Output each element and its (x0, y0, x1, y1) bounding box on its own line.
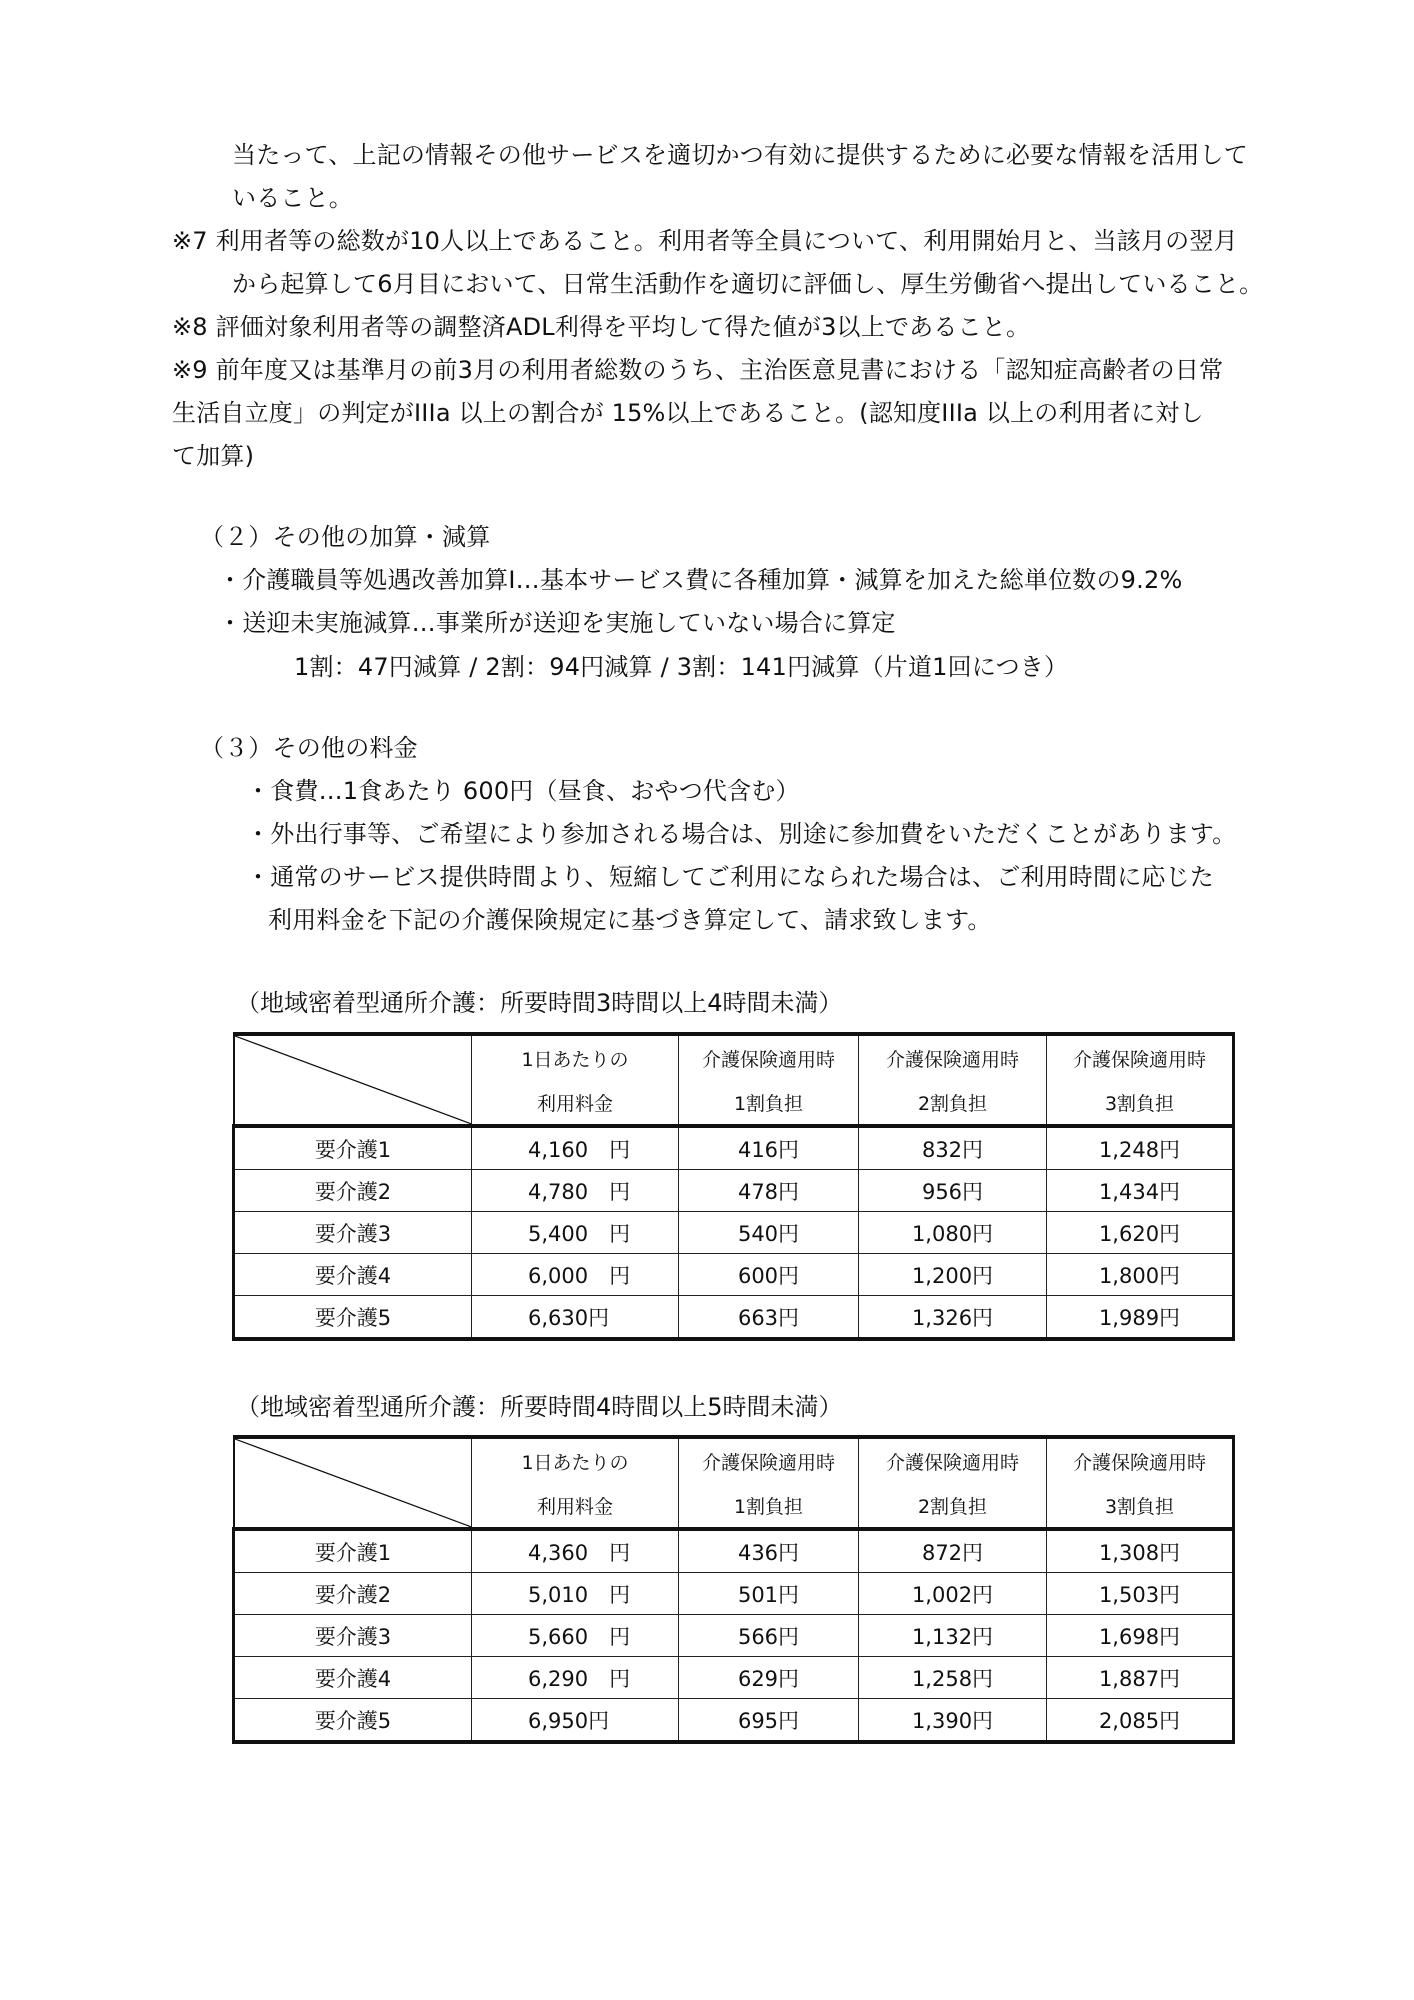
header-daily-fee: 1日あたりの (472, 1437, 679, 1483)
header-3-wari: 介護保険適用時 (1047, 1034, 1234, 1080)
header-2-wari: 介護保険適用時 (859, 1034, 1047, 1080)
section-2-heading: （２）その他の加算・減算 (200, 523, 491, 551)
table-row (234, 1573, 1234, 1615)
daily-fee: 6,950円 (472, 1699, 679, 1743)
care-level-label: 要介護4 (234, 1657, 472, 1699)
daily-fee: 6,000 円 (472, 1254, 679, 1296)
burden-3-wari: 1,800円 (1047, 1254, 1234, 1296)
header-1-wari: 介護保険適用時 (679, 1034, 859, 1080)
header-1-wari: 介護保険適用時 (679, 1437, 859, 1483)
section-3-item-1: ・食費…1食あたり 600円（昼食、おやつ代含む） (246, 777, 800, 805)
table-row (234, 1699, 1234, 1743)
fee-table-4-5-hours (232, 1435, 1235, 1744)
care-level-label: 要介護5 (234, 1296, 472, 1340)
table-row (234, 1254, 1234, 1296)
burden-2-wari: 1,132円 (859, 1615, 1047, 1657)
table-2-caption: （地域密着型通所介護：所要時間4時間以上5時間未満） (236, 1393, 843, 1421)
fee-table-3-4-hours (232, 1032, 1235, 1341)
diagonal-corner-cell (234, 1034, 472, 1126)
burden-2-wari: 956円 (859, 1170, 1047, 1212)
note-9-line-1: ※9 前年度又は基準月の前3月の利用者総数のうち、主治医意見書における「認知症高齢者の日常 (172, 356, 1224, 384)
header-3-wari-sub: 3割負担 (1047, 1483, 1234, 1529)
daily-fee: 5,660 円 (472, 1615, 679, 1657)
section-3-heading: （３）その他の料金 (200, 734, 418, 762)
header-1-wari-sub: 1割負担 (679, 1483, 859, 1529)
table-row (234, 1657, 1234, 1699)
burden-1-wari: 478円 (679, 1170, 859, 1212)
header-2-wari-sub: 2割負担 (859, 1483, 1047, 1529)
diagonal-corner-cell (234, 1437, 472, 1529)
table-1-caption: （地域密着型通所介護：所要時間3時間以上4時間未満） (236, 989, 843, 1017)
header-3-wari-sub: 3割負担 (1047, 1080, 1234, 1126)
burden-1-wari: 416円 (679, 1126, 859, 1170)
section-2-item-1: ・介護職員等処遇改善加算Ⅰ…基本サービス費に各種加算・減算を加えた総単位数の9.2% (218, 566, 1183, 594)
header-1-wari-sub: 1割負担 (679, 1080, 859, 1126)
daily-fee: 4,160 円 (472, 1126, 679, 1170)
care-level-label: 要介護1 (234, 1529, 472, 1573)
burden-3-wari: 1,698円 (1047, 1615, 1234, 1657)
care-level-label: 要介護3 (234, 1212, 472, 1254)
header-2-wari: 介護保険適用時 (859, 1437, 1047, 1483)
daily-fee: 6,630円 (472, 1296, 679, 1340)
burden-2-wari: 1,002円 (859, 1573, 1047, 1615)
header-daily-fee-sub: 利用料金 (472, 1483, 679, 1529)
note-7-line-2: から起算して6月目において、日常生活動作を適切に評価し、厚生労働省へ提出していること。 (232, 270, 1264, 298)
burden-1-wari: 695円 (679, 1699, 859, 1743)
burden-1-wari: 436円 (679, 1529, 859, 1573)
daily-fee: 4,360 円 (472, 1529, 679, 1573)
burden-1-wari: 663円 (679, 1296, 859, 1340)
burden-1-wari: 566円 (679, 1615, 859, 1657)
care-level-label: 要介護2 (234, 1170, 472, 1212)
burden-3-wari: 1,434円 (1047, 1170, 1234, 1212)
daily-fee: 6,290 円 (472, 1657, 679, 1699)
note-8: ※8 評価対象利用者等の調整済ADL利得を平均して得た値が3以上であること。 (172, 313, 1031, 341)
burden-2-wari: 1,326円 (859, 1296, 1047, 1340)
header-2-wari-sub: 2割負担 (859, 1080, 1047, 1126)
burden-2-wari: 1,390円 (859, 1699, 1047, 1743)
note-continuation-line-1: 当たって、上記の情報その他サービスを適切かつ有効に提供するために必要な情報を活用して (232, 141, 1248, 169)
burden-1-wari: 600円 (679, 1254, 859, 1296)
burden-1-wari: 629円 (679, 1657, 859, 1699)
burden-3-wari: 2,085円 (1047, 1699, 1234, 1743)
section-2-detail: 1割：47円減算 / 2割：94円減算 / 3割：141円減算（片道1回につき） (294, 653, 1069, 681)
section-3-item-3: ・通常のサービス提供時間より、短縮してご利用になられた場合は、ご利用時間に応じた (246, 863, 1214, 891)
burden-3-wari: 1,620円 (1047, 1212, 1234, 1254)
burden-1-wari: 540円 (679, 1212, 859, 1254)
daily-fee: 5,400 円 (472, 1212, 679, 1254)
table-row (234, 1126, 1234, 1170)
note-7-line-1: ※7 利用者等の総数が10人以上であること。利用者等全員について、利用開始月と、当該月の翌月 (172, 227, 1238, 255)
burden-3-wari: 1,503円 (1047, 1573, 1234, 1615)
burden-3-wari: 1,887円 (1047, 1657, 1234, 1699)
daily-fee: 4,780 円 (472, 1170, 679, 1212)
daily-fee: 5,010 円 (472, 1573, 679, 1615)
burden-2-wari: 1,200円 (859, 1254, 1047, 1296)
care-level-label: 要介護5 (234, 1699, 472, 1743)
burden-2-wari: 1,080円 (859, 1212, 1047, 1254)
note-9-line-2: 生活自立度」の判定がIIIa 以上の割合が 15%以上であること。(認知度IIIa 以上の利用者に対し (172, 399, 1204, 427)
care-level-label: 要介護2 (234, 1573, 472, 1615)
section-2-item-2: ・送迎未実施減算…事業所が送迎を実施していない場合に算定 (218, 609, 896, 637)
header-daily-fee-sub: 利用料金 (472, 1080, 679, 1126)
section-3-item-2: ・外出行事等、ご希望により参加される場合は、別途に参加費をいただくことがあります。 (246, 820, 1237, 848)
table-row (234, 1170, 1234, 1212)
burden-3-wari: 1,989円 (1047, 1296, 1234, 1340)
table-row (234, 1212, 1234, 1254)
care-level-label: 要介護3 (234, 1615, 472, 1657)
table-row (234, 1615, 1234, 1657)
note-9-line-3: て加算) (172, 442, 255, 470)
burden-3-wari: 1,248円 (1047, 1126, 1234, 1170)
header-daily-fee: 1日あたりの (472, 1034, 679, 1080)
care-level-label: 要介護4 (234, 1254, 472, 1296)
care-level-label: 要介護1 (234, 1126, 472, 1170)
table-row (234, 1296, 1234, 1340)
burden-2-wari: 872円 (859, 1529, 1047, 1573)
burden-2-wari: 1,258円 (859, 1657, 1047, 1699)
burden-1-wari: 501円 (679, 1573, 859, 1615)
burden-2-wari: 832円 (859, 1126, 1047, 1170)
note-continuation-line-2: いること。 (232, 184, 353, 212)
table-row (234, 1529, 1234, 1573)
header-3-wari: 介護保険適用時 (1047, 1437, 1234, 1483)
section-3-continuation: 利用料金を下記の介護保険規定に基づき算定して、請求致します。 (268, 906, 992, 934)
burden-3-wari: 1,308円 (1047, 1529, 1234, 1573)
